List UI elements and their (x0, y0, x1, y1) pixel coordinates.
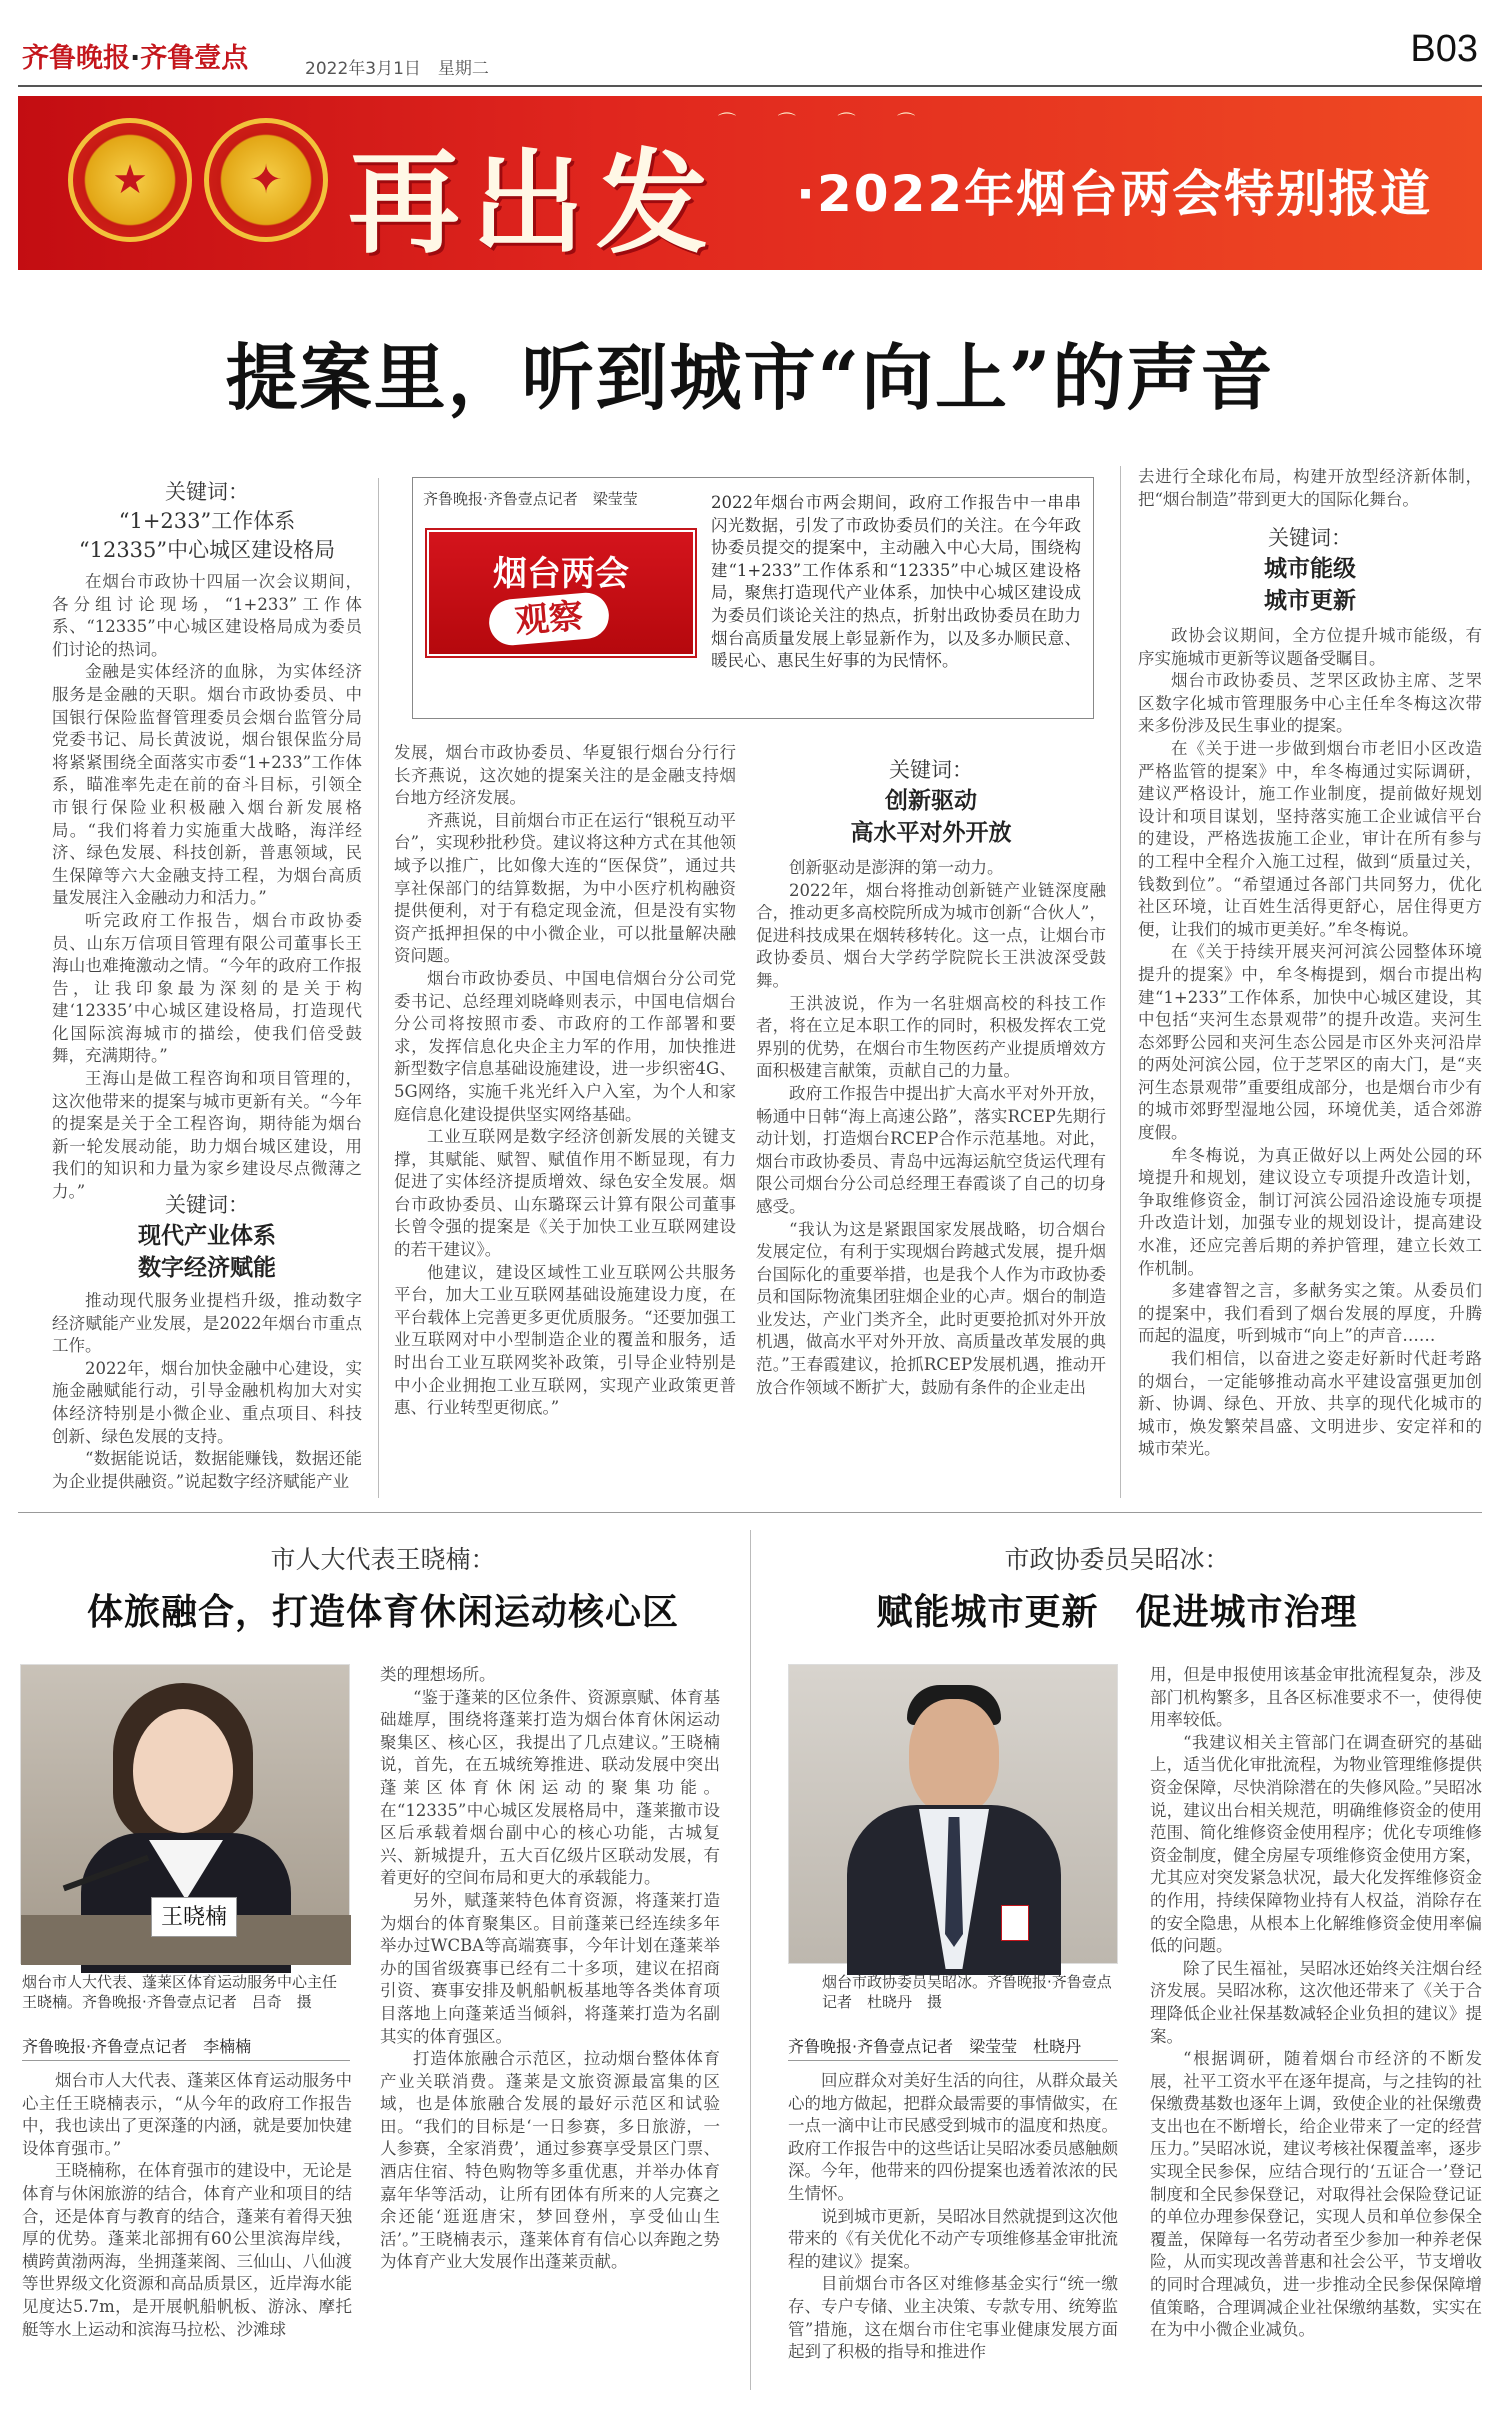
brand-name: 齐鲁壹点 (140, 43, 249, 74)
paragraph: 目前烟台市各区对维修基金实行“统一缴存、专户专储、业主决策、专款专用、统筹监管”措施，这在烟台市住宅事业健康发展方面起到了积极的指导和推进作 (788, 2274, 1118, 2362)
photo-face (909, 1699, 999, 1815)
paragraph: 创新驱动是澎湃的第一动力。 (789, 858, 1004, 877)
intro-text: 2022年烟台市两会期间，政府工作报告中一串串闪光数据，引发了市政协委员们的关注。在今年政协委员提交的提案中，主动融入中心大局，围绕构建“1+233”工作体系和“12335”中心城区建设格局，聚焦打造现代产业体系，加快中心城区建设成为委员们谈论关注的热点，折射出政协委员在助力烟台高质量发展上彰显新作为，以及多办顺民意、暖民心、惠民生好事的为民情怀。 (711, 493, 1081, 671)
keyword-line: 城市能级 (1264, 555, 1356, 582)
paragraph: 烟台市政协委员、中国电信烟台分公司党委书记、总经理刘晓峰则表示，中国电信烟台分公司将按照市委、市政府的工作部署和要求，发挥信息化央企主力军的作用，加快推进新型数字信息基础设施建设，进一步织密4G、5G网络，实施千兆光纤入户入室，为个人和家庭信息化建设提供坚实网络基础。 (394, 968, 736, 1124)
keyword-line: 创新驱动 (885, 787, 977, 814)
paragraph: “我建议相关主管部门在调查研究的基础上，适当优化审批流程，为物业管理维修提供资金保障，尽快消除潜在的失修风险。”吴昭冰说，建议出台相关规范，明确维修资金的使用范围、简化维修资金使用程序；优化专项维修资金制度，健全房屋专项维修资金使用方案，尤其应对突发紧急状况，最大化发挥维修资金的作用，持续保障物业持有人权益，消除存在的安全隐患，从根本上化解维修资金使用率偏低的问题。 (1150, 1732, 1482, 1956)
paragraph: 政府工作报告中提出扩大高水平对外开放，畅通中日韩“海上高速公路”，落实RCEP先期行动计划，打造烟台RCEP合作示范基地。对此，烟台市政协委员、青岛中远海运航空货运代理有限公司烟台分公司总经理王春霞谈了自己的切身感受。 (756, 1083, 1106, 1216)
observation-tag-line2: 观察 (487, 591, 611, 647)
paragraph: 发展，烟台市政协委员、华夏银行烟台分行行长齐燕说，这次她的提案关注的是金融支持烟台地方经济发展。 (394, 743, 736, 808)
left-story-body-a (22, 2070, 352, 2410)
left-photo-caption: 烟台市人大代表、蓬莱区体育运动服务中心主任王晓楠。齐鲁晚报·齐鲁壹点记者 吕奇 摄 (22, 1973, 338, 2011)
keyword-label: 关键词： (165, 1193, 249, 1217)
paragraph: “数据能说话，数据能赚钱，数据还能为企业提供融资。”说起数字经济赋能产业 (52, 1449, 362, 1491)
left-story-title: 体旅融合，打造体育休闲运动核心区 (86, 1591, 679, 1633)
paragraph: 烟台市政协委员、芝罘区政协主席、芝罘区数字化城市管理服务中心主任牟冬梅这次带来多份涉及民生事业的提案。 (1138, 671, 1482, 736)
photo-face (133, 1709, 233, 1833)
column-3 (756, 756, 1106, 1487)
paragraph: 回应群众对美好生活的向往，从群众最关心的地方做起，把群众最需要的事情做实，在一点一滴中让市民感受到城市的温度和热度。政府工作报告中的这些话让吴昭冰委员感触颇深。今年，他带来的四份提案也透着浓浓的民生情怀。 (788, 2071, 1118, 2203)
masthead-rule (18, 85, 1482, 87)
banner-title: 再出发 (348, 139, 720, 269)
national-emblem-icon: ★ (68, 118, 192, 242)
paragraph: 用，但是申报使用该基金审批流程复杂，涉及部门机构繁多，且各区标准要求不一，使得使用率较低。 (1150, 1665, 1482, 1730)
special-report-banner (18, 96, 1482, 270)
doves-icon: ⌒ ⌒ ⌒ ⌒ (718, 112, 934, 133)
right-story-body-a (788, 2070, 1118, 2410)
left-story-kicker: 市人大代表王晓楠： (270, 1545, 496, 1574)
member-photo-wu (788, 1664, 1118, 1964)
keyword-line: “12335”中心城区建设格局 (78, 538, 336, 562)
paragraph: 去进行全球化布局，构建开放型经济新体制，把“烟台制造”带到更大的国际化舞台。 (1138, 467, 1482, 509)
byline-rule (22, 2060, 350, 2061)
observation-tag-line1: 烟台两会 (493, 554, 629, 594)
right-story-body-b (1150, 1664, 1482, 2410)
paragraph: 烟台市人大代表、蓬莱区体育运动服务中心主任王晓楠表示，“从今年的政府工作报告中，我也读出了更深蓬的内涵，就是要加快建设体育强市。” (22, 2071, 352, 2158)
masthead (22, 36, 248, 75)
section-divider (18, 1512, 1482, 1513)
col1-body-b (52, 1290, 362, 1491)
paragraph: 在《关于持续开展夹河河滨公园整体环境提升的提案》中，牟冬梅提到，烟台市提出构建“1+233”工作体系，加快中心城区建设，其中包括“夹河生态景观带”的提升改造。夹河生态郊野公园和夹河生态公园是市区外夹河沿岸的两处河滨公园，位于芝罘区的南大门，是“夹河生态景观带”重要组成部分，也是烟台市少有的城市郊野型湿地公园，环境优美，适合郊游度假。 (1138, 942, 1482, 1143)
paragraph: 齐燕说，目前烟台市正在运行“银税互动平台”，实现秒批秒贷。建议将这种方式在其他领域予以推广，比如像大连的“医保贷”，通过共享社保部门的结算数据，为中小医疗机构融资提供便利，对于有稳定现金流，但是没有实物资产抵押担保的中小微企业，可以批量解决融资问题。 (394, 810, 736, 966)
badge-icon (1001, 1905, 1029, 1941)
paper-name: 齐鲁晚报 (22, 43, 130, 74)
paragraph: 王晓楠称，在体育强市的建设中，无论是体育与休闲旅游的结合，体育产业和项目的结合，还是体育与教育的结合，蓬莱有着得天独厚的优势。蓬莱北部拥有60公里滨海岸线，横跨黄渤两海，坐拥蓬莱阁、三仙山、八仙渡等世界级文化资源和高品质景区，近岸海水能见度达5.7m，是开展帆船帆板、游泳、摩托艇等水上运动和滨海马拉松、沙滩球 (22, 2161, 352, 2339)
paragraph: 说到城市更新，吴昭冰目然就提到这次他带来的《有关优化不动产专项维修基金审批流程的建议》提案。 (788, 2206, 1118, 2271)
keyword-line: 高水平对外开放 (850, 819, 1012, 846)
keyword-line: “1+233”工作体系 (118, 509, 296, 533)
paragraph: 王海山是做工程咨询和项目管理的，这次他带来的提案与城市更新有关。“今年的提案是关于全工程咨询，期待能为烟台新一轮发展动能，助力烟台城区建设，用我们的知识和力量为家乡建设尽点微薄之力。” (52, 1069, 362, 1202)
col4-body (1138, 625, 1482, 1473)
paragraph: 推动现代服务业提档升级，推动数字经济赋能产业发展，是2022年烟台市重点工作。 (52, 1291, 362, 1356)
column-1 (52, 478, 362, 1491)
main-headline: 提案里，听到城市“向上”的声音 (225, 335, 1275, 420)
dateline: 2022年3月1日 星期二 (305, 59, 489, 79)
paragraph: 金融是实体经济的血脉，为实体经济服务是金融的天职。烟台市政协委员、中国银行保险监督管理委员会烟台监管分局党委书记、局长黄波说，烟台银保监分局将紧紧围绕全面落实市委“1+233”工作体系，瞄准率先走在前的奋斗目标，引领全市银行保险业积极融入烟台新发展格局。“我们将着力实施重大战略，海洋经济、绿色发展、科技创新，普惠领域，民生保障等六大金融支持工程，为烟台高质量发展注入金融动力和活力。” (52, 662, 362, 908)
paragraph: 工业互联网是数字经济创新发展的关键支撑，其赋能、赋智、赋值作用不断显现，有力促进了实体经济提质增效、绿色安全发展。烟台市政协委员、山东璐琛云计算有限公司董事长曾令强的提案是《关于加快工业互联网建设的若干建议》。 (394, 1127, 736, 1260)
column-divider (378, 478, 379, 1498)
column-divider (750, 1530, 751, 2390)
intro-byline: 齐鲁晚报·齐鲁壹点记者 梁莹莹 (423, 490, 638, 508)
byline-rule (788, 2060, 1118, 2061)
intro-box (412, 477, 1094, 719)
keyword-line: 城市更新 (1264, 587, 1356, 614)
paragraph: 在《关于进一步做到烟台市老旧小区改造严格监管的提案》中，牟冬梅通过实际调研，建议严格设计，施工作业制度，提前做好规划设计和项目谋划，坚持落实施工企业诚信平台的建设，严格选拔施工企业，审计在所有参与的工程中全程介入施工过程，做到“质量过关，钱数到位”。“希望通过各部门共同努力，优化社区环境，让百姓生活得更舒心，居住得更方便，让我们的城市更美好。”牟冬梅说。 (1138, 738, 1482, 939)
left-byline: 齐鲁晚报·齐鲁壹点记者 李楠楠 (22, 2037, 252, 2056)
paragraph: 另外，赋蓬莱特色体育资源，将蓬莱打造为烟台的体育聚集区。目前蓬莱已经连续多年举办过WCBA等高端赛事，今年计划在蓬莱举办的国省级赛事已经有二十多项，建议在招商引资、赛事安排及帆船帆板基地等各类体育项目落地上向蓬莱适当倾斜，将蓬莱打造为名副其实的体育强区。 (380, 1890, 720, 2046)
paragraph: 听完政府工作报告，烟台市政协委员、山东万信项目管理有限公司董事长王海山也难掩激动之情。“今年的政府工作报告，让我印象最为深刻的是关于构建‘12335’中心城区建设格局，打造现代化国际滨海城市的描绘，使我们倍受鼓舞，充满期待。” (52, 910, 362, 1066)
right-byline: 齐鲁晚报·齐鲁壹点记者 梁莹莹 杜晓丹 (788, 2037, 1082, 2056)
right-story-title: 赋能城市更新 促进城市治理 (876, 1591, 1358, 1633)
paragraph: 牟冬梅说，为真正做好以上两处公园的环境提升和规划，建议设立专项提升改造计划，争取维修资金，制订河滨公园沿途设施专项提升改造计划，加强专业的规划设计，提高建设水准，还应完善后期的养护管理，建立长效工作机制。 (1138, 1145, 1482, 1278)
column-divider (1120, 466, 1121, 1498)
keyword-line: 现代产业体系 (138, 1222, 276, 1249)
observation-tag (427, 530, 695, 656)
cppcc-emblem-icon: ✦ (204, 118, 328, 242)
paragraph: 多建睿智之言，多献务实之策。从委员们的提案中，我们看到了烟台发展的厚度，升腾而起的温度，听到城市“向上”的声音…… (1138, 1281, 1482, 1346)
paragraph: 王洪波说，作为一名驻烟高校的科技工作者，将在立足本职工作的同时，积极发挥农工党界别的优势，在烟台市生物医药产业提质增效方面积极建言献策，贡献自己的力量。 (756, 993, 1106, 1081)
col4-lead (1138, 466, 1482, 512)
masthead-sep: · (130, 43, 141, 74)
keyword-label: 关键词： (889, 758, 973, 782)
col1-body-a (52, 571, 362, 1202)
paragraph: 我们相信，以奋进之姿走好新时代赶考路的烟台，一定能够推动高水平建设富强更加创新、协调、绿色、开放、共享的现代化城市的城市，焕发繁荣昌盛、文明进步、安定祥和的城市荣光。 (1138, 1349, 1482, 1459)
paragraph: 除了民生福祉，吴昭冰还始终关注烟台经济发展。吴昭冰称，这次他还带来了《关于合理降低企业社保基数减轻企业负担的建议》提案。 (1150, 1958, 1482, 2046)
paragraph: “鉴于蓬莱的区位条件、资源禀赋、体育基础雄厚，围绕将蓬莱打造为烟台体育休闲运动聚集区、核心区，我提出了几点建议。”王晓楠说，首先，在五城统筹推进、联动发展中突出蓬莱区体育休闲运动的聚集功能。在“12335”中心城区发展格局中，蓬莱撤市设区后承载着烟台副中心的核心功能，古城复兴、新城提升，五大百亿级片区联动发展，有着更好的空间布局和更大的承载能力。 (380, 1687, 720, 1888)
paragraph: 政协会议期间，全方位提升城市能级，有序实施城市更新等议题备受瞩目。 (1138, 626, 1482, 668)
paragraph: 2022年，烟台加快金融中心建设，实施金融赋能行动，引导金融机构加大对实体经济特别是小微企业、重点项目、科技创新、绿色发展的支持。 (52, 1358, 362, 1446)
keyword-line: 数字经济赋能 (138, 1254, 276, 1281)
page-number: B03 (1410, 28, 1478, 70)
photo-nameplate: 王晓楠 (151, 1897, 237, 1937)
banner-subtitle: ·2022年烟台两会特别报道 (796, 165, 1433, 223)
paragraph: “根据调研，随着烟台市经济的不断发展，社平工资水平在逐年提高，与之挂钩的社保缴费基数也逐年上调，致使企业的社保缴费支出也在不断增长，给企业带来了一定的经营压力。”吴昭冰说，建议考核社保覆盖率，逐步实现全民参保，应结合现行的‘五证合一’登记制度和全民参保登记，对取得社会保险登记证的单位办理参保登记，实现人员和单位参保全覆盖，保障每一名劳动者至少参加一种养老保险，从而实现改善普惠和社会公平，节支增收的同时合理减负，进一步推动全民参保保障增值策略，合理调减企业社保缴纳基数，实实在在为中小微企业减负。 (1150, 2049, 1482, 2340)
keyword-label: 关键词： (165, 480, 249, 504)
right-photo-caption: 烟台市政协委员吴昭冰。齐鲁晚报·齐鲁壹点记者 杜晓丹 摄 (822, 1973, 1112, 2011)
delegate-photo-wang (20, 1664, 350, 1964)
column-2 (394, 742, 736, 1498)
column-4 (1138, 466, 1482, 1473)
paragraph: 在烟台市政协十四届一次会议期间，各分组讨论现场，“1+233”工作体系、“12335”中心城区建设格局成为委员们讨论的热词。 (52, 572, 362, 659)
keyword-label: 关键词： (1268, 526, 1352, 550)
right-story-kicker: 市政协委员吴昭冰： (1004, 1545, 1230, 1574)
paragraph: 2022年，烟台将推动创新链产业链深度融合，推动更多高校院所成为城市创新“合伙人”，促进科技成果在烟转移转化。这一点，让烟台市政协委员、烟台大学药学院院长王洪波深受鼓舞。 (756, 880, 1106, 990)
paragraph: 类的理想场所。 (380, 1665, 496, 1684)
paragraph: 打造体旅融合示范区，拉动烟台整体体育产业关联消费。蓬莱是文旅资源最富集的区域，也是体旅融合发展的最好示范区和试验田。“我们的目标是‘一日参赛，多日旅游，一人参赛，全家消费’，通过参赛享受景区门票、酒店住宿、特色购物等多重优惠，并举办体育嘉年华等活动，让所有团体有所来的人完赛之余还能‘逛逛唐宋，梦回登州，享受仙山生活’。”王晓楠表示，蓬莱体育有信心以奔跑之势为体育产业大发展作出蓬莱贡献。 (380, 2049, 720, 2272)
col3-body (756, 857, 1106, 1487)
paragraph: 他建议，建设区域性工业互联网公共服务平台，加大工业互联网基础设施建设力度，在平台载体上完善更多更优质服务。“还要加强工业互联网对中小型制造企业的覆盖和服务，适时出台工业互联网奖补政策，引导企业特别是中小企业拥抱工业互联网，实现产业政策更普惠、行业转型更彻底。” (394, 1262, 736, 1418)
left-story-body-b (380, 1664, 720, 2410)
paragraph: “我认为这是紧跟国家发展战略，切合烟台发展定位，有利于实现烟台跨越式发展，提升烟台国际化的重要举措，也是我个人作为市政协委员和国际物流集团驻烟企业的心声。烟台的制造业发达，产业门类齐全，此时更要抢抓对外开放机遇，做高水平对外开放、高质量改革发展的典范。”王春霞建议，抢抓RCEP发展机遇，推动开放合作领域不断扩大，鼓励有条件的企业走出 (756, 1219, 1106, 1397)
